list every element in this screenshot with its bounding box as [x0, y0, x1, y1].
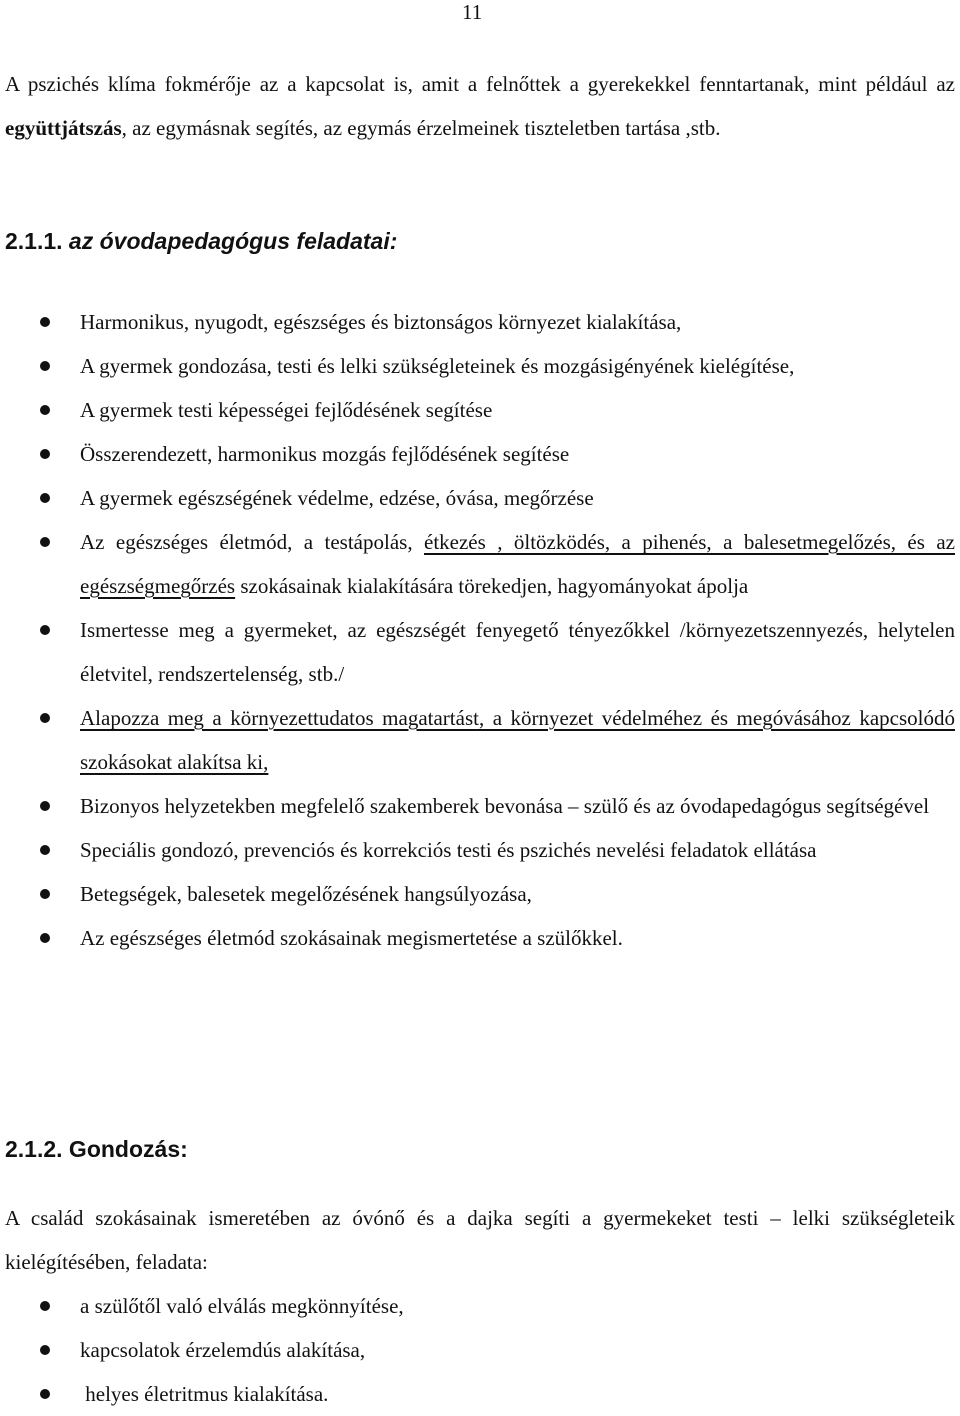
list-item [0, 872, 960, 916]
intro-text-1: A pszichés klíma fokmérője az a kapcsolat is, amit a felnőttek a gyerekekkel fenntartanak, mint például az [5, 72, 955, 96]
list-item-underlined-text: Alapozza meg a környezettudatos magatartást, a környezet védelméhez és megóvásához kapcsolódó szokásokat alakítsa ki, [80, 706, 955, 774]
gondozas-paragraph: A család szokásainak ismeretében az óvónő és a dajka segíti a gyermekeket testi – lelki szükségleteik kielégítésében, feladata: [5, 1206, 955, 1274]
list-item-text: szokásainak kialakítására törekedjen, hagyományokat ápolja [235, 574, 749, 598]
section-title: az óvodapedagógus feladatai: [62, 228, 398, 254]
list-item [0, 1328, 960, 1372]
list-item [0, 608, 960, 696]
section-heading-2-1-1 [5, 226, 397, 256]
bullet-icon [40, 1301, 50, 1311]
list-item [0, 344, 960, 388]
list-item-text: A gyermek testi képességei fejlődésének segítése [80, 398, 493, 422]
list-item-text: helyes életritmus kialakítása. [80, 1382, 329, 1406]
page-number: 11 [462, 0, 483, 24]
bullet-icon [40, 1345, 50, 1355]
intro-paragraph [5, 62, 955, 150]
list-item [0, 1372, 960, 1416]
section-title: Gondozás: [62, 1136, 188, 1162]
list-item [0, 784, 960, 828]
bullet-icon [40, 845, 50, 855]
list-item-text: Betegségek, balesetek megelőzésének hangsúlyozása, [80, 882, 532, 906]
bullet-icon [40, 889, 50, 899]
bullet-icon [40, 493, 50, 503]
list-item [0, 388, 960, 432]
list-item-text: Bizonyos helyzetekben megfelelő szakemberek bevonása – szülő és az óvodapedagógus segítségével [80, 794, 930, 818]
list-item-text: Ismertesse meg a gyermeket, az egészségét fenyegető tényezőkkel /környezetszennyezés, helytelen életvitel, rendszertelenség, stb./ [80, 618, 955, 686]
list-item-text: Speciális gondozó, prevenciós és korrekciós testi és pszichés nevelési feladatok ellátása [80, 838, 817, 862]
list-item [0, 696, 960, 784]
list-item-text: A gyermek egészségének védelme, edzése, óvása, megőrzése [80, 486, 594, 510]
list-item-text: kapcsolatok érzelemdús alakítása, [80, 1338, 366, 1362]
tasks-list [0, 300, 960, 960]
list-item [0, 916, 960, 960]
bullet-icon [40, 625, 50, 635]
section-number: 2.1.2. [5, 1136, 63, 1162]
section-number: 2.1.1. [5, 228, 63, 254]
list-item-text: Az egészséges életmód, a testápolás, [80, 530, 424, 554]
bullet-icon [40, 713, 50, 723]
list-item-text: Összerendezett, harmonikus mozgás fejlődésének segítése [80, 442, 570, 466]
list-item-text: Harmonikus, nyugodt, egészséges és biztonságos környezet kialakítása, [80, 310, 682, 334]
list-item [0, 520, 960, 608]
list-item-text: Az egészséges életmód szokásainak megismertetése a szülőkkel. [80, 926, 623, 950]
list-item [0, 476, 960, 520]
bullet-icon [40, 361, 50, 371]
gondozas-list [0, 1284, 960, 1416]
list-item [0, 1284, 960, 1328]
bullet-icon [40, 1389, 50, 1399]
intro-bold-term: együttjátszás [5, 116, 122, 140]
list-item-text: A gyermek gondozása, testi és lelki szükségleteinek és mozgásigényének kielégítése, [80, 354, 795, 378]
list-item [0, 828, 960, 872]
intro-text-2: , az egymásnak segítés, az egymás érzelmeinek tiszteletben tartása ,stb. [121, 116, 721, 140]
bullet-icon [40, 933, 50, 943]
list-item [0, 432, 960, 476]
list-item [0, 300, 960, 344]
bullet-icon [40, 537, 50, 547]
bullet-icon [40, 405, 50, 415]
list-item-underlined-text: étkezés , öltözködés, a pihenés, a balesetmegelőzés, és az egészségmegőrzés [80, 530, 955, 598]
section-heading-2-1-2 [5, 1134, 188, 1164]
bullet-icon [40, 449, 50, 459]
bullet-icon [40, 317, 50, 327]
bullet-icon [40, 801, 50, 811]
list-item-text: a szülőtől való elválás megkönnyítése, [80, 1294, 404, 1318]
